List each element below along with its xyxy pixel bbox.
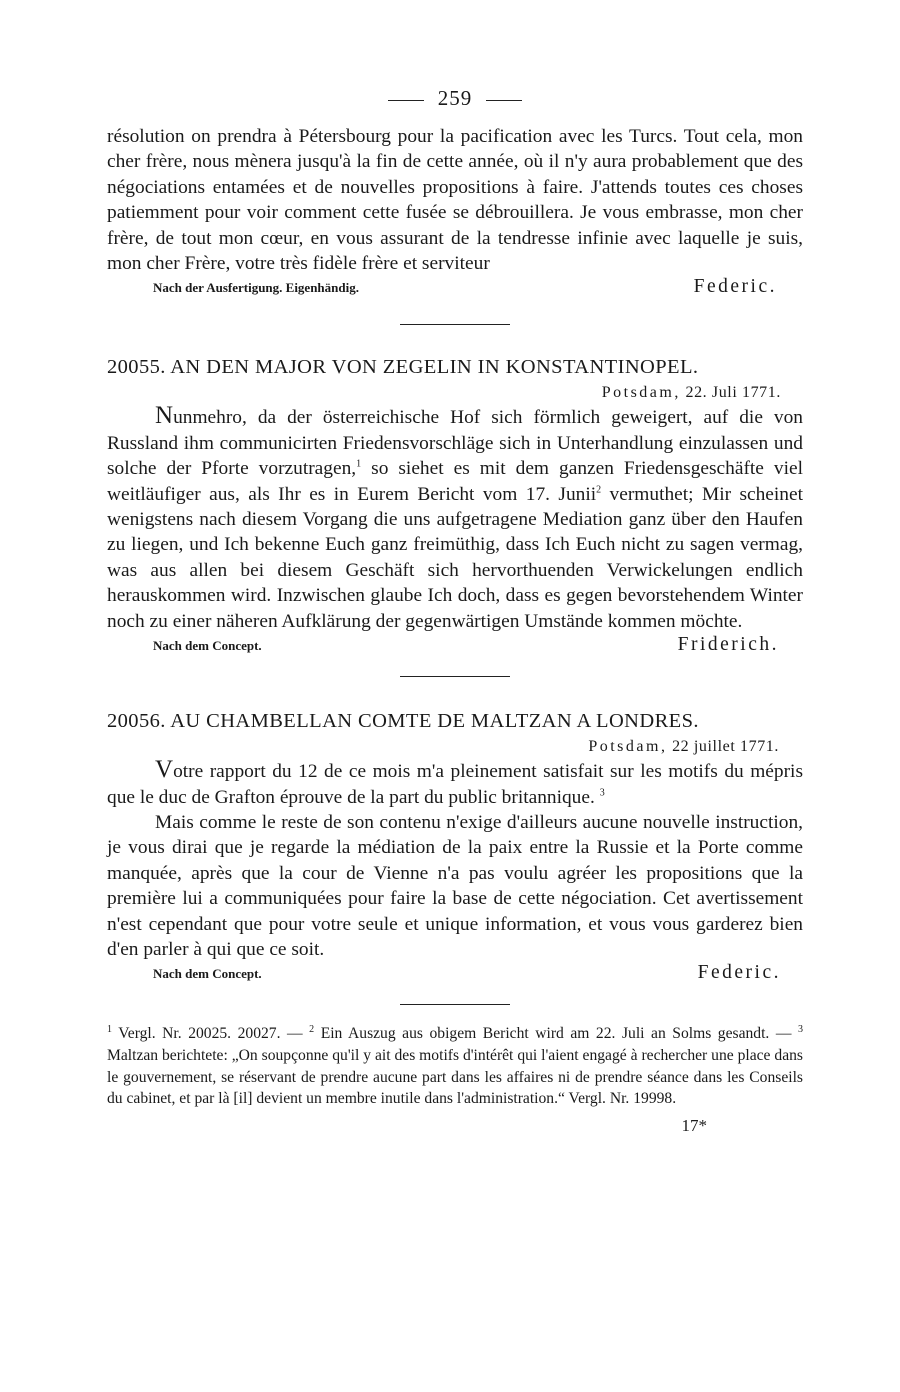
footnote-ref: 3 xyxy=(599,787,605,799)
letter-dateline xyxy=(107,735,803,759)
section-rule xyxy=(400,676,510,677)
footnote-1: Vergl. Nr. 20025. 20027. — xyxy=(112,1025,310,1043)
footnote-2: Ein Auszug aus obigem Bericht wird am 22. Juli an Solms gesandt. — xyxy=(314,1025,798,1043)
footnotes xyxy=(107,1023,803,1109)
continuation-signature: Federic. xyxy=(693,276,777,298)
letter-signature: Federic. xyxy=(697,962,781,984)
letter-source: Nach dem Concept. xyxy=(153,638,262,654)
footnote-mark: 2 xyxy=(309,1024,315,1036)
letter-number: 20055. xyxy=(107,356,166,379)
letter-dateline xyxy=(107,381,803,405)
letter-signature-line xyxy=(107,634,803,662)
letter-paragraph xyxy=(107,402,803,634)
footnote-text xyxy=(107,1023,803,1109)
continuation-signature-line xyxy=(107,276,803,304)
letter-signature-line xyxy=(107,962,803,990)
letter-heading xyxy=(107,707,803,735)
letter-20056 xyxy=(107,707,803,990)
letter-number: 20056. xyxy=(107,710,166,733)
paragraph-text: so siehet es mit dem ganzen Friedensgeschäfte viel weitläufiger aus, als Ihr es in Eurem Bericht vom 17. Junii xyxy=(107,458,803,505)
letter-date: 22. Juli 1771. xyxy=(685,384,781,402)
continuation-text: résolution on prendra à Pétersbourg pour la pacification avec les Turcs. Tout cela, mon cher frère, nous mènera jusqu'à la fin de cette année, où il n'y aura probablement que des négociations entamées et de nouvelles propositions à faire. J'attends toutes ces choses patiemment pour voir comment cette fusée se débrouillera. Je vous embrasse, mon cher frère, de tout mon cœur, en vous assurant de la tendresse infinie avec laquelle je suis, mon cher Frère, votre très fidèle frère et serviteur xyxy=(107,126,803,275)
page-number: 259 xyxy=(437,86,473,110)
footnote-ref: 2 xyxy=(596,484,602,496)
section-rule xyxy=(400,324,510,325)
footnote-mark: 3 xyxy=(798,1024,803,1036)
footnote-rule xyxy=(400,1004,510,1005)
letter-source: Nach dem Concept. xyxy=(153,966,262,982)
footnote-3: Maltzan berichtete: „On soupçonne qu'il y ait des motifs d'intérêt qui l'aient engagé à rechercher une place dans le gouvernement, se réservant de prendre aucune part dans les affaires ni de prendre séance dans les Conseils du cabinet, et par là [il] devient un membre inutile dans l'administration.“ Vergl. Nr. 19998. xyxy=(107,1046,803,1108)
letter-place: Potsdam, xyxy=(588,738,668,756)
letter-addressee: AU CHAMBELLAN COMTE DE MALTZAN A LONDRES. xyxy=(170,710,699,733)
paragraph-text: vermuthet; Mir scheinet wenigstens nach diesem Vorgang die uns aufgetragene Mediation ganz über den Haufen zu liegen, und Ich bekenne Euch ganz freimüthig, dass Ich Euch nicht zu sagen vermag, was aus allen bei diesem Geschäft sich hervorthuenden Verwickelungen endlich herauskommen wird. Inzwischen glaube Ich doch, dass es gegen bevorstehendem Winter noch zu einer näheren Aufklärung der gegenwärtigen Umstände kommen möchte. xyxy=(107,483,803,632)
letter-place: Potsdam, xyxy=(601,384,681,402)
letter-date: 22 juillet 1771. xyxy=(672,738,779,756)
letter-paragraph xyxy=(107,756,803,810)
letter-heading xyxy=(107,353,803,381)
footnote-ref: 1 xyxy=(356,458,362,470)
letter-paragraph xyxy=(107,810,803,962)
header-dash-right xyxy=(486,100,522,101)
letter-20055 xyxy=(107,353,803,662)
initial-letter: N xyxy=(155,402,174,430)
footnote-mark: 1 xyxy=(107,1024,112,1036)
continuation-source: Nach der Ausfertigung. Eigenhändig. xyxy=(153,280,359,296)
paragraph-text: otre rapport du 12 de ce mois m'a pleinement satisfait sur les motifs du mépris que le duc de Grafton éprouve de la part du public britannique. xyxy=(107,761,803,808)
header-dash-left xyxy=(388,100,424,101)
paragraph-text: Mais comme le reste de son contenu n'exige d'ailleurs aucune nouvelle instruction, je vous dirai que je regarde la médiation de la paix entre la Russie et la Porte comme manquée, après que la cour de Vienne n'a pas voulu agréer les propositions que la première lui a communiquées pour faire la base de cette négociation. Cet avertissement n'est cependant que pour votre seule et unique information, et vous vous garderez bien d'en parler à qui que ce soit. xyxy=(107,811,803,960)
sheet-signature-mark: 17* xyxy=(681,1115,707,1135)
paragraph-text: unmehro, da der österreichische Hof sich förmlich geweigert, auf die von Russland ihm communicirten Friedensvorschläge sich in Unterhandlung einzulassen und solche der Pforte vorzutragen, xyxy=(107,407,803,480)
initial-letter: V xyxy=(155,756,174,784)
letter-addressee: AN DEN MAJOR VON ZEGELIN IN KONSTANTINOPEL. xyxy=(170,356,699,379)
letter-signature: Friderich. xyxy=(677,634,779,656)
page-header xyxy=(107,84,803,112)
page xyxy=(107,84,803,1136)
